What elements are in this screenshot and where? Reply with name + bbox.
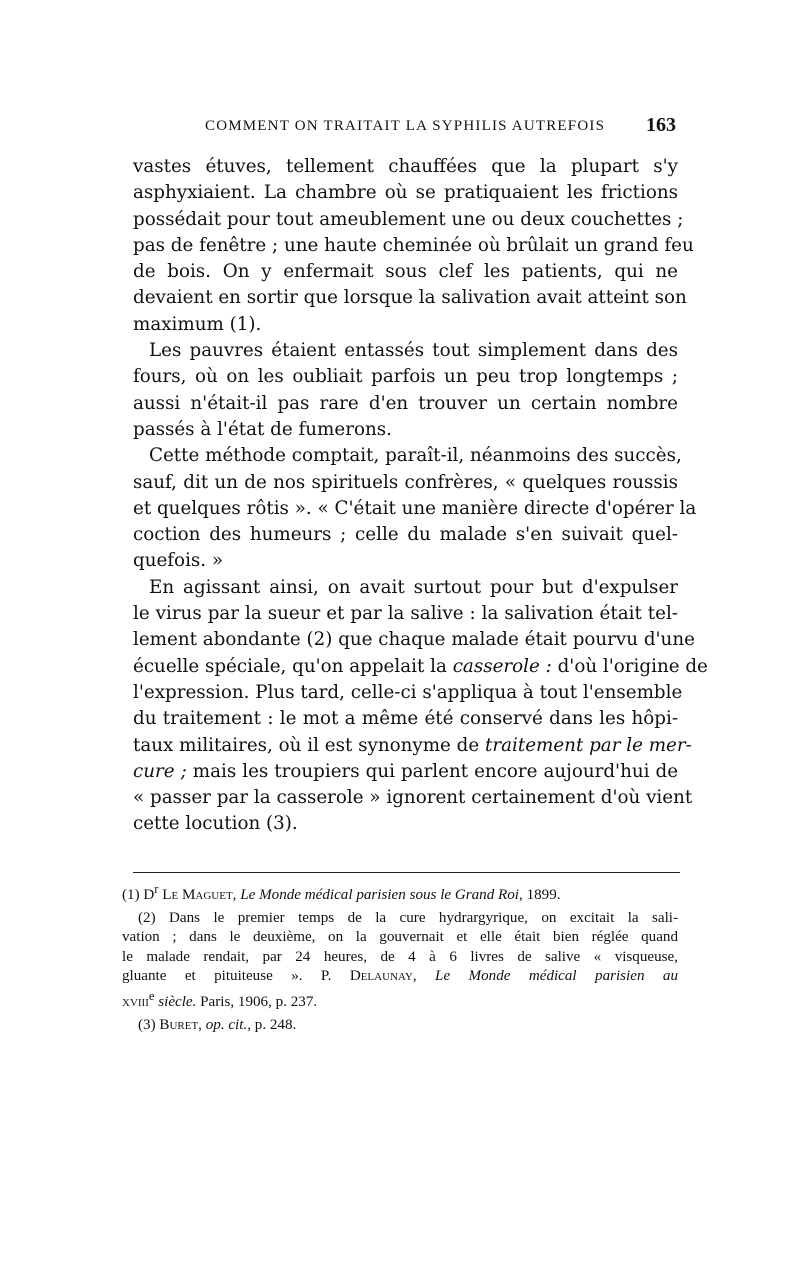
text-line: [133, 759, 678, 785]
text-line: de bois. On y enfermait sous clef les patients, qui ne: [133, 261, 678, 283]
footnote-2-line: vation ; dans le deuxième, on la gouvernait et elle était bien réglée quand: [122, 929, 678, 946]
text-line: le virus par la sueur et par la salive : la salivation était tel-: [133, 603, 678, 625]
footnote-rest: Paris, 1906, p. 237.: [196, 994, 318, 1011]
text-segment: gluante et pituiteuse ». P.: [122, 968, 350, 985]
footnote-1: [122, 880, 678, 906]
text-line: pas de fenêtre ; une haute cheminée où brûlait un grand feu: [133, 234, 694, 256]
text-line: devaient en sortir que lorsque la salivation avait atteint son: [133, 287, 687, 309]
superscript: e: [148, 989, 155, 1003]
text-line: passés à l'état de fumerons.: [133, 418, 392, 440]
separator: ,: [412, 968, 436, 985]
footnote-title: Le Monde médical parisien sous le Grand Roi: [240, 887, 520, 904]
footnote-title: Le Monde médical parisien au: [435, 968, 678, 985]
italic-term: casserole :: [452, 655, 552, 677]
text-line: maximum (1).: [133, 313, 262, 335]
footnote-2-line: [122, 967, 678, 987]
footnote-2-line: [122, 987, 678, 1013]
footnote-marker: (3): [138, 1016, 160, 1033]
page-number: 163: [646, 114, 676, 136]
text-line: [133, 654, 708, 680]
footnote-2-line: (2) Dans le premier temps de la cure hydrargyrique, on excitait la sali-: [138, 909, 678, 926]
footnote-rest: , 1899.: [519, 887, 561, 904]
footnote-author: Le Maguet: [162, 887, 233, 904]
footnote-author: Delaunay: [349, 968, 413, 985]
text-line: coction des humeurs ; celle du malade s'en suivait quel-: [133, 524, 678, 546]
text-line: asphyxiaient. La chambre où se pratiquaient les frictions: [133, 182, 678, 204]
footnote-rest: , p. 248.: [247, 1016, 297, 1033]
footnote-title: siècle.: [154, 994, 197, 1011]
separator: ,: [232, 887, 241, 904]
text-line: « passer par la casserole » ignorent certainement d'où vient: [133, 787, 693, 809]
footnotes: [122, 880, 678, 1035]
footnote-marker: (1) D: [122, 887, 155, 904]
text-segment: d'où l'origine de: [551, 655, 708, 677]
footnote-2-line: le malade rendait, par 24 heures, de 4 à 6 livres de salive « visqueuse,: [122, 948, 678, 965]
text-line: [133, 733, 692, 759]
superscript: r: [154, 882, 159, 896]
text-line: aussi n'était-il pas rare d'en trouver un certain nombre: [133, 392, 678, 414]
italic-term: traitement par le mer-: [485, 734, 692, 756]
text-segment: mais les troupiers qui parlent encore aujourd'hui de: [186, 760, 679, 782]
italic-term: cure ;: [133, 760, 187, 782]
century-numeral: xviii: [122, 994, 149, 1011]
text-line: et quelques rôtis ». « C'était une manière directe d'opérer la: [133, 497, 697, 519]
text-line: Cette méthode comptait, paraît-il, néanmoins des succès,: [149, 445, 682, 467]
text-line: En agissant ainsi, on avait surtout pour but d'expulser: [149, 576, 678, 598]
text-line: quefois. »: [133, 550, 224, 572]
text-line: du traitement : le mot a même été conservé dans les hôpi-: [133, 708, 678, 730]
citation-abbrev: op. cit.: [205, 1016, 248, 1033]
body-text: [133, 154, 708, 838]
text-line: possédait pour tout ameublement une ou deux couchettes ;: [133, 208, 684, 230]
text-segment: taux militaires, où il est synonyme de: [133, 734, 486, 756]
text-line: l'expression. Plus tard, celle-ci s'appliqua à tout l'ensemble: [133, 681, 683, 703]
text-line: cette locution (3).: [133, 813, 298, 835]
text-line: vastes étuves, tellement chauffées que la plupart s'y: [133, 156, 678, 177]
separator: ,: [198, 1016, 206, 1033]
text-line: lement abondante (2) que chaque malade était pourvu d'une: [133, 629, 695, 651]
text-line: fours, où on les oubliait parfois un peu trop longtemps ;: [133, 366, 678, 388]
text-segment: écuelle spéciale, qu'on appelait la: [133, 655, 453, 677]
text-line: Les pauvres étaient entassés tout simplement dans des: [149, 340, 678, 362]
footnote-divider: [133, 872, 680, 873]
running-title: COMMENT ON TRAITAIT LA SYPHILIS AUTREFOIS: [205, 118, 606, 134]
footnote-author: Buret: [159, 1016, 199, 1033]
text-line: sauf, dit un de nos spirituels confrères, « quelques roussis: [133, 471, 678, 493]
running-header: [133, 116, 678, 140]
footnote-3: [122, 1016, 678, 1036]
